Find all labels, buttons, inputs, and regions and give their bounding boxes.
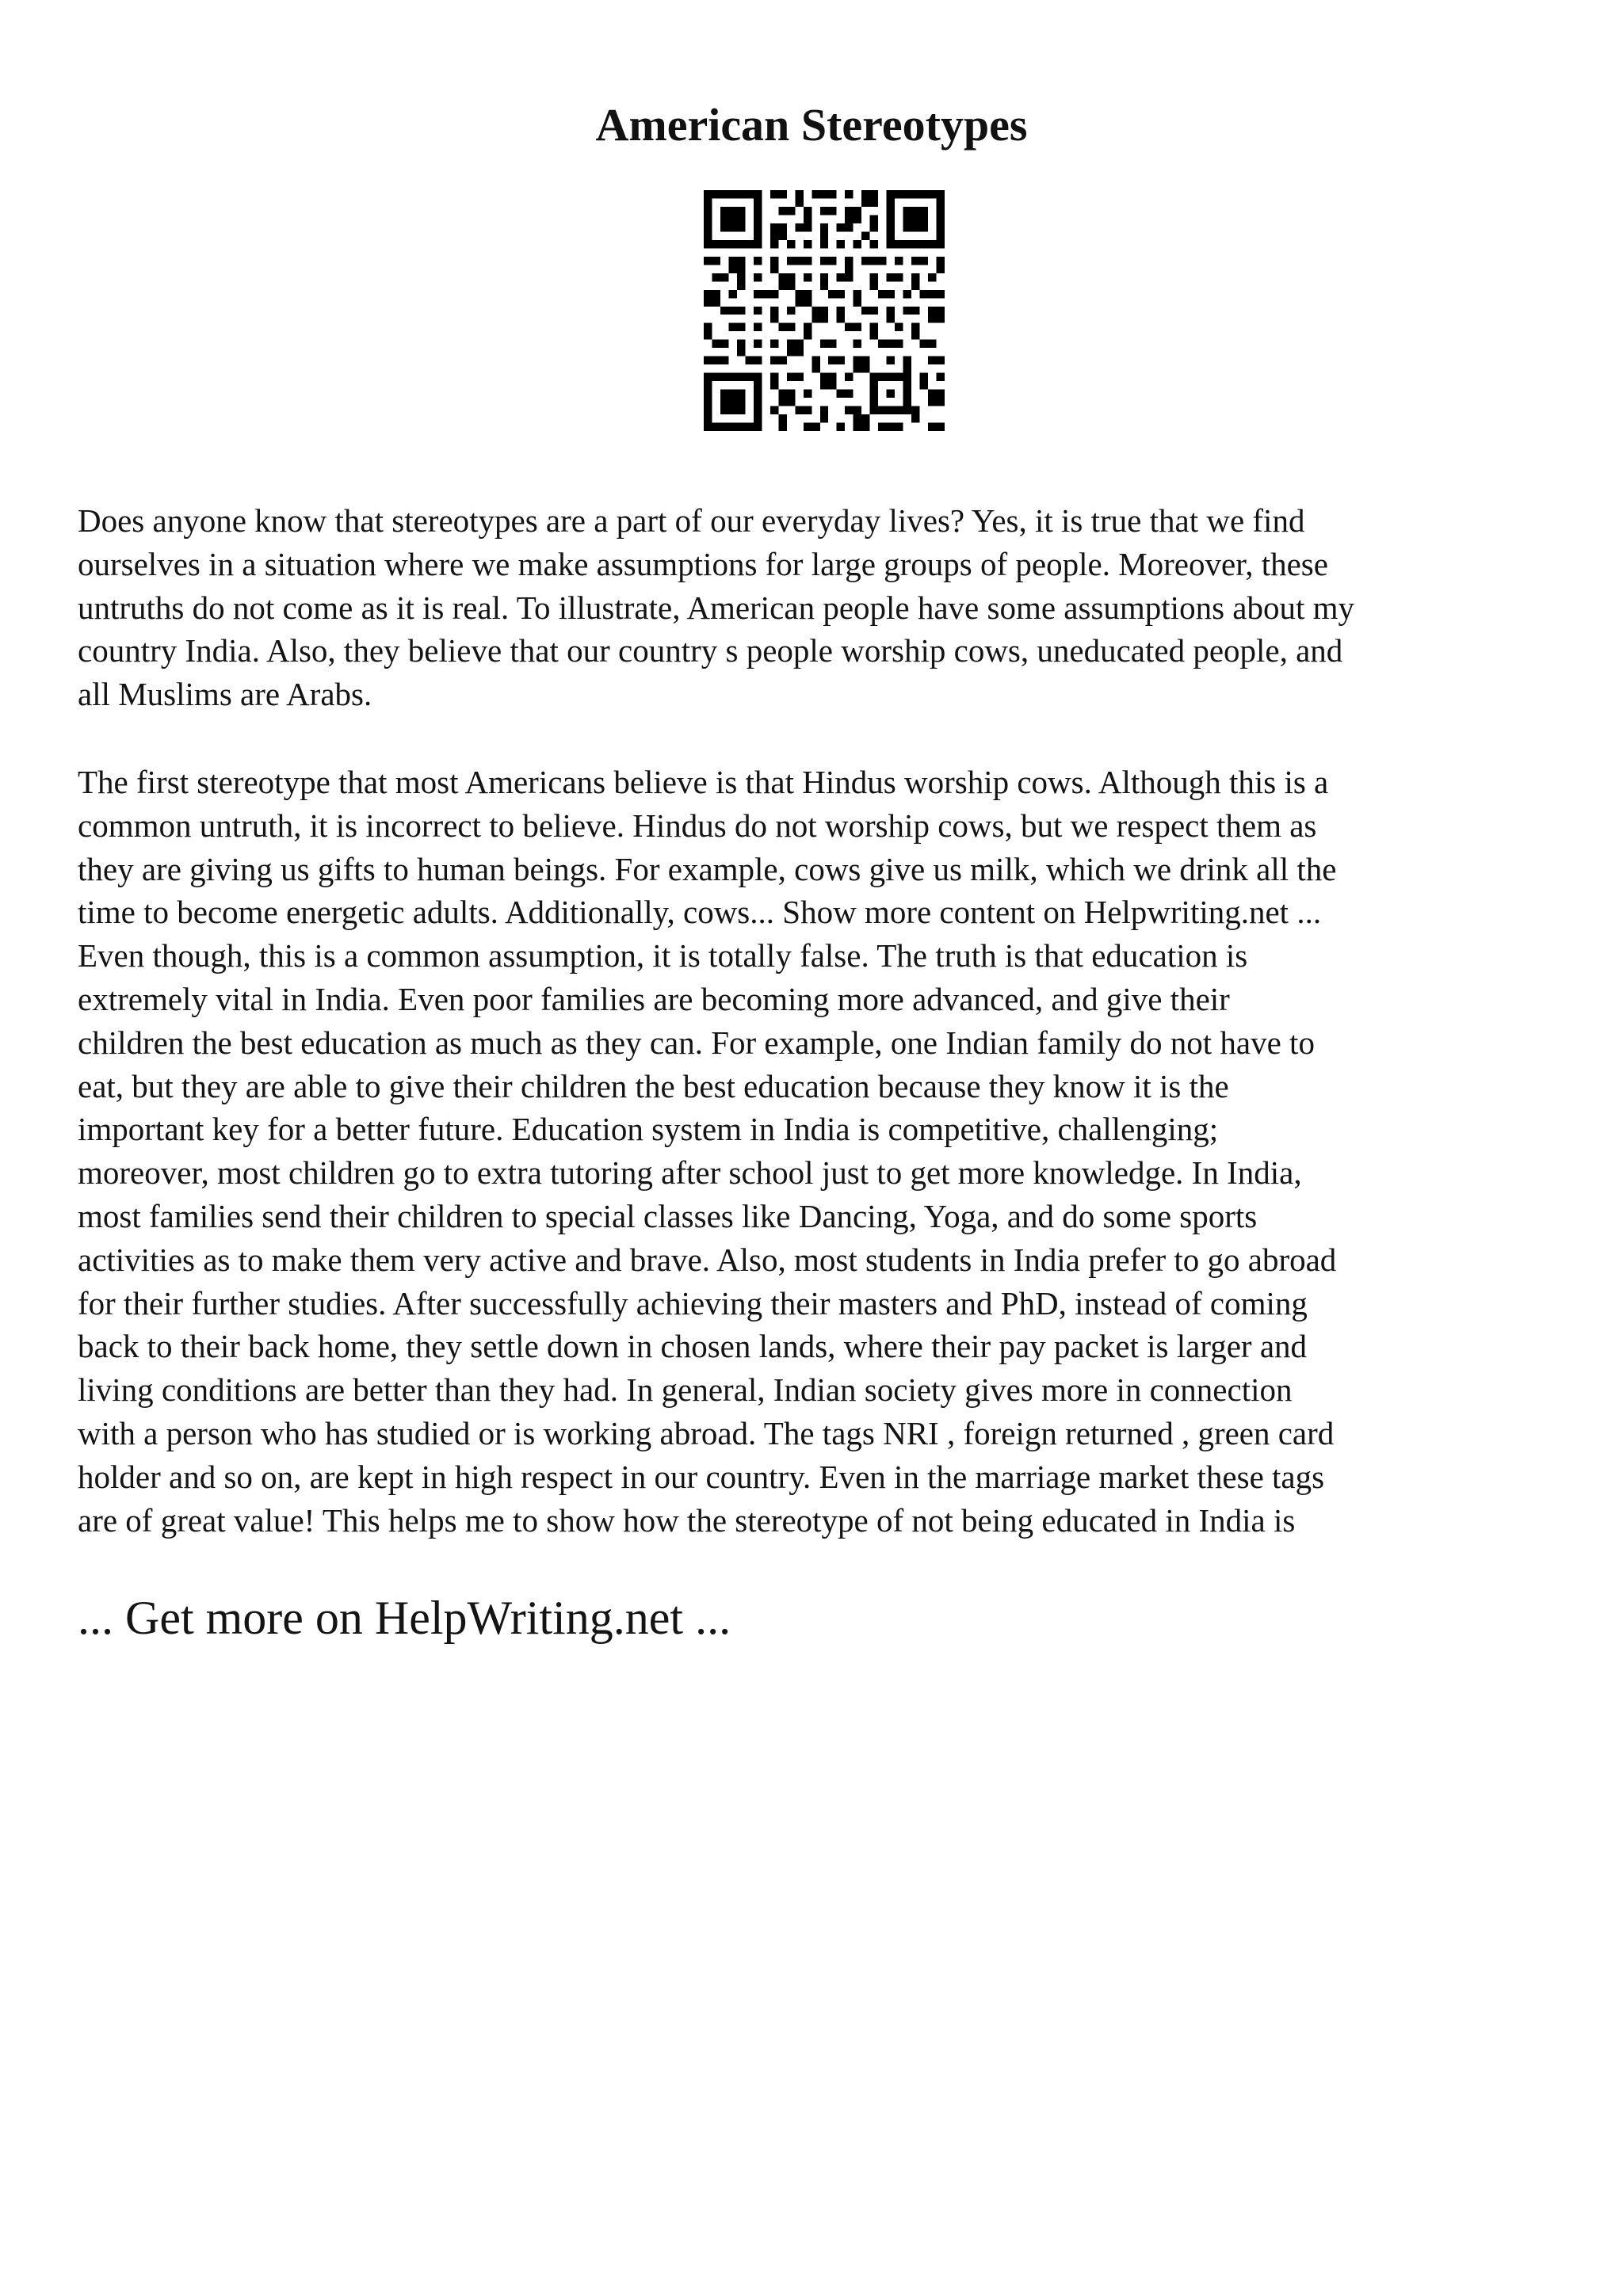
text-line: Even though, this is a common assumption, it is totally false. The truth is that education is xyxy=(78,937,1248,974)
text-line: with a person who has studied or is working abroad. The tags NRI , foreign returned , green card xyxy=(78,1414,1335,1451)
text-line: all Muslims are Arabs. xyxy=(78,676,372,713)
text-line: eat, but they are able to give their children the best education because they know it is the xyxy=(78,1067,1229,1104)
get-more-link[interactable]: ... Get more on HelpWriting.net ... xyxy=(78,1592,731,1644)
text-line: important key for a better future. Education system in India is competitive, challenging; xyxy=(78,1111,1219,1148)
text-line: time to become energetic adults. Additionally, cows... Show more content on Helpwriting.net ... xyxy=(78,894,1322,931)
text-line: are of great value! This helps me to show how the stereotype of not being educated in India is xyxy=(78,1501,1296,1539)
text-line: children the best education as much as they can. For example, one Indian family do not have to xyxy=(78,1024,1315,1061)
text-line: Does anyone know that stereotypes are a part of our everyday lives? Yes, it is true that we find xyxy=(78,502,1305,539)
text-line: The first stereotype that most Americans believe is that Hindus worship cows. Although this is a xyxy=(78,764,1329,800)
text-line: common untruth, it is incorrect to believe. Hindus do not worship cows, but we respect them as xyxy=(78,807,1317,844)
text-line: extremely vital in India. Even poor families are becoming more advanced, and give their xyxy=(78,980,1230,1017)
text-line: for their further studies. After successfully achieving their masters and PhD, instead of coming xyxy=(78,1284,1308,1322)
qr-code-icon xyxy=(704,190,945,431)
text-line: activities as to make them very active and brave. Also, most students in India prefer to go abroad xyxy=(78,1241,1337,1278)
text-line: holder and so on, are kept in high respect in our country. Even in the marriage market these tags xyxy=(78,1458,1325,1495)
intro-paragraph xyxy=(78,499,1568,716)
text-line: they are giving us gifts to human beings. For example, cows give us milk, which we drink all the xyxy=(78,850,1337,887)
text-line: moreover, most children go to extra tutoring after school just to get more knowledge. In India, xyxy=(78,1154,1302,1192)
body-paragraph xyxy=(78,761,1568,1542)
text-line: most families send their children to special classes like Dancing, Yoga, and do some sports xyxy=(78,1197,1258,1234)
text-line: ourselves in a situation where we make assumptions for large groups of people. Moreover, these xyxy=(78,545,1328,582)
text-line: back to their back home, they settle down in chosen lands, where their pay packet is larger and xyxy=(78,1328,1308,1365)
text-line: living conditions are better than they had. In general, Indian society gives more in connection xyxy=(78,1371,1293,1409)
text-line: country India. Also, they believe that our country s people worship cows, uneducated people, and xyxy=(78,632,1343,669)
text-line: untruths do not come as it is real. To illustrate, American people have some assumptions about my xyxy=(78,589,1355,626)
document-title: American Stereotypes xyxy=(595,99,1028,151)
